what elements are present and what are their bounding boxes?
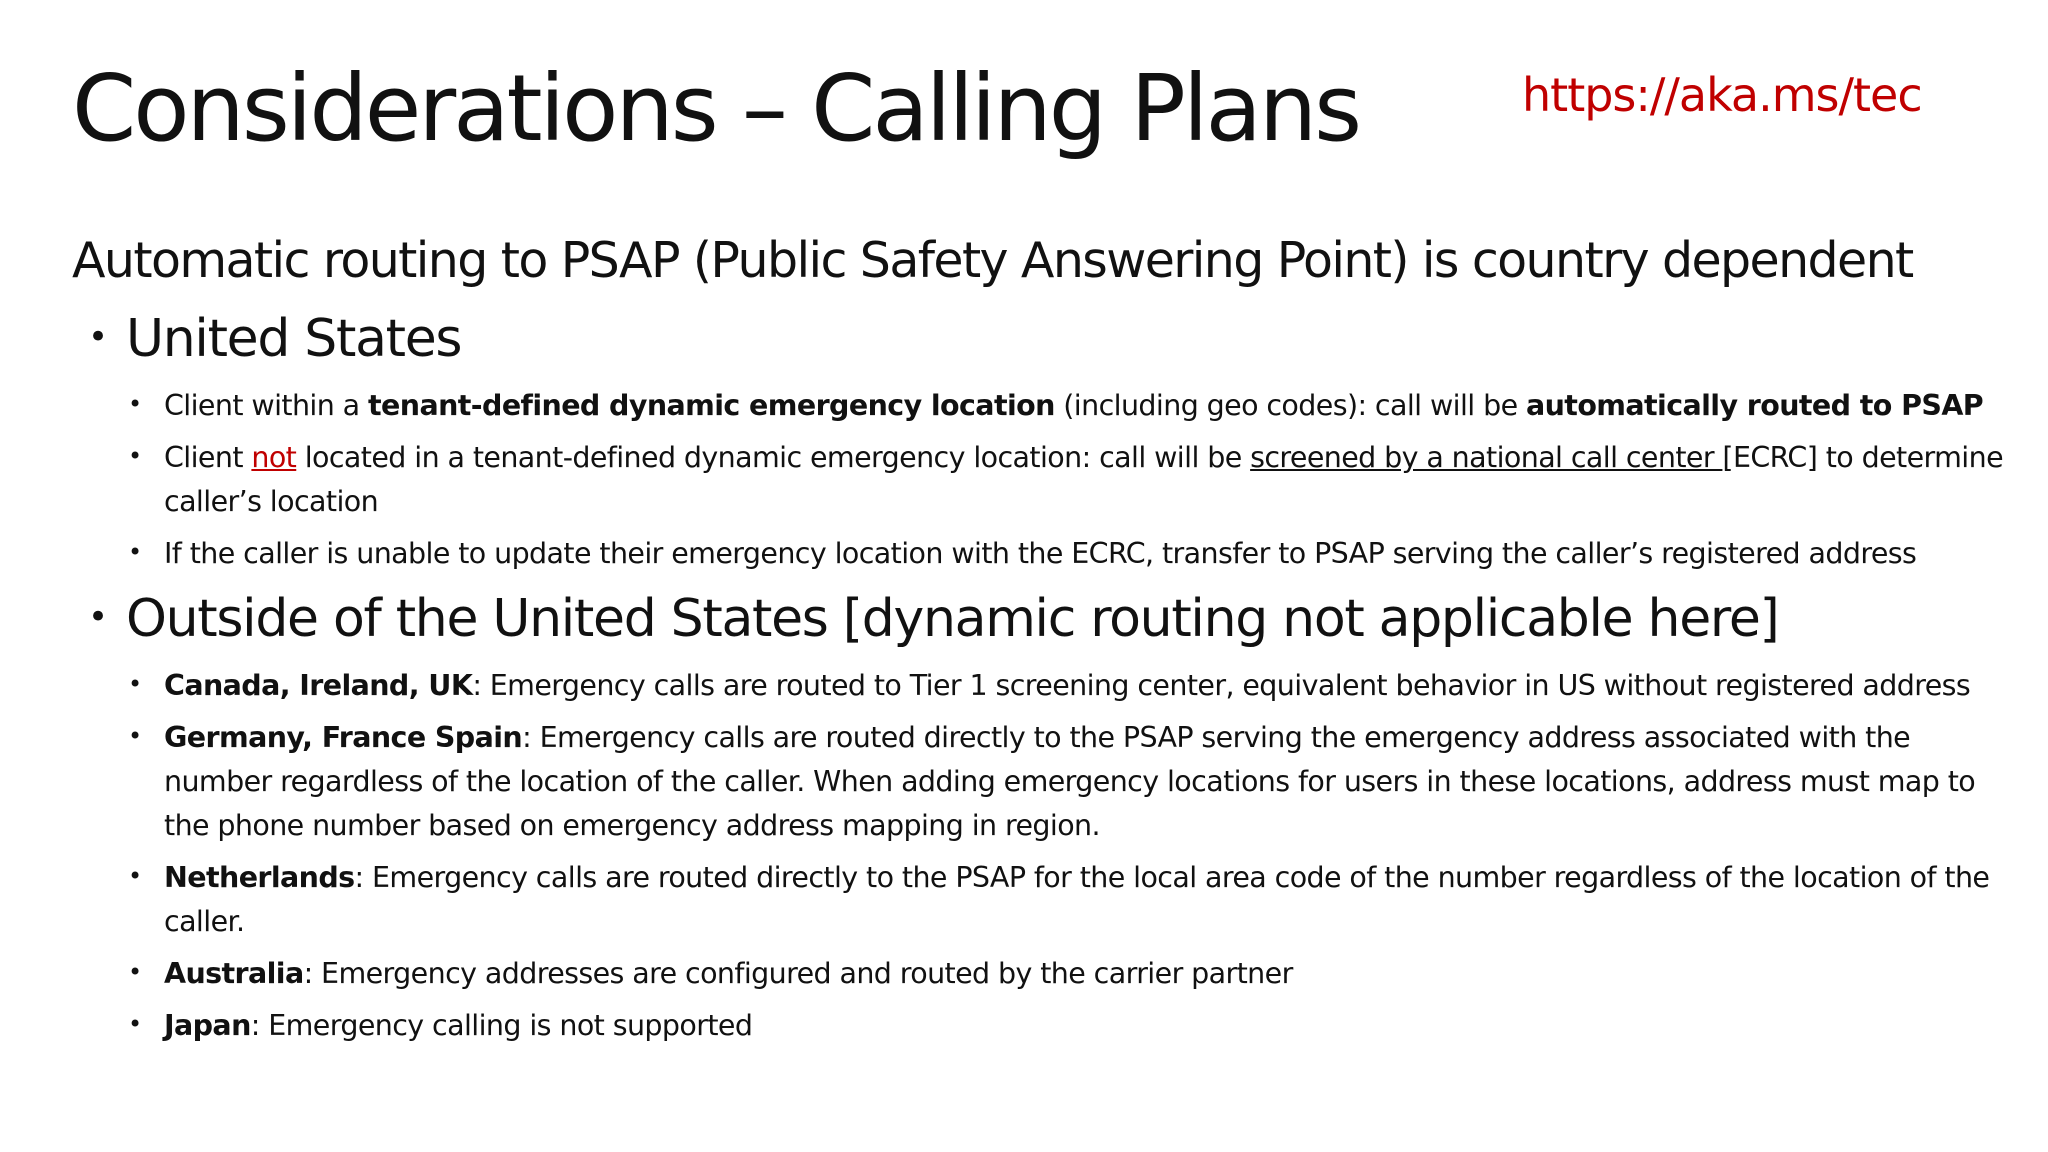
- section-heading-united-states: [88, 308, 461, 370]
- outside-us-bullet-list: [128, 664, 2008, 1056]
- item-text: : Emergency calls are routed directly to the PSAP serving the emergency address associated with the number regardless of the location of the caller. When adding emergency locations for users in these locations, address must map to the phone number based on emergency address mapping in region.: [164, 721, 1976, 842]
- list-item: [128, 952, 2008, 996]
- list-item: [128, 384, 2008, 428]
- item-text: : Emergency addresses are configured and routed by the carrier partner: [303, 957, 1293, 990]
- list-item: [128, 532, 2008, 576]
- item-red-underlined-text: not: [251, 441, 297, 474]
- item-bold-text: Australia: [164, 957, 304, 990]
- aka-ms-link[interactable]: https://aka.ms/tec: [1522, 68, 1922, 122]
- item-bold-text: Germany, France Spain: [164, 721, 523, 754]
- list-item: [128, 716, 2008, 848]
- list-item: [128, 1004, 2008, 1048]
- list-item: [128, 664, 2008, 708]
- item-underlined-text: screened by a national call center: [1250, 441, 1723, 474]
- slide-subtitle: Automatic routing to PSAP (Public Safety Answering Point) is country dependent: [72, 232, 1913, 289]
- bullet-icon: •: [128, 1010, 142, 1038]
- item-bold-text: automatically routed to PSAP: [1525, 389, 1984, 422]
- list-item: [128, 856, 2008, 944]
- item-text: : Emergency calls are routed to Tier 1 screening center, equivalent behavior in US without registered address: [472, 669, 1971, 702]
- bullet-icon: •: [128, 442, 142, 470]
- bullet-icon: •: [128, 862, 142, 890]
- section-heading-outside-us: [88, 588, 1779, 650]
- section-heading-text: United States: [126, 309, 462, 369]
- slide-title: Considerations – Calling Plans: [72, 55, 1360, 162]
- item-bold-text: Japan: [164, 1009, 251, 1042]
- item-text: Client within a: [164, 389, 368, 422]
- bullet-icon: •: [128, 958, 142, 986]
- item-text: Client: [164, 441, 252, 474]
- bullet-icon: •: [128, 538, 142, 566]
- bullet-icon: •: [128, 722, 142, 750]
- item-bold-text: tenant-defined dynamic emergency location: [368, 389, 1055, 422]
- item-bold-text: Netherlands: [164, 861, 355, 894]
- list-item: [128, 436, 2008, 524]
- item-text: located in a tenant-defined dynamic emergency location: call will be: [296, 441, 1251, 474]
- section-heading-text: Outside of the United States [dynamic routing not applicable here]: [126, 589, 1779, 649]
- item-text: : Emergency calls are routed directly to the PSAP for the local area code of the number regardless of the location of the caller.: [164, 861, 1990, 938]
- item-text: : Emergency calling is not supported: [250, 1009, 753, 1042]
- bullet-icon: •: [128, 670, 142, 698]
- united-states-bullet-list: [128, 384, 2008, 584]
- item-bold-text: Canada, Ireland, UK: [164, 669, 473, 702]
- item-text: If the caller is unable to update their emergency location with the ECRC, transfer to PSAP serving the caller’s registered address: [164, 537, 1917, 570]
- item-text: [ECRC] to determine caller’s location: [164, 441, 2004, 518]
- item-text: (including geo codes): call will be: [1054, 389, 1526, 422]
- section-bullet-icon: •: [88, 597, 107, 637]
- section-bullet-icon: •: [88, 317, 107, 357]
- bullet-icon: •: [128, 390, 142, 418]
